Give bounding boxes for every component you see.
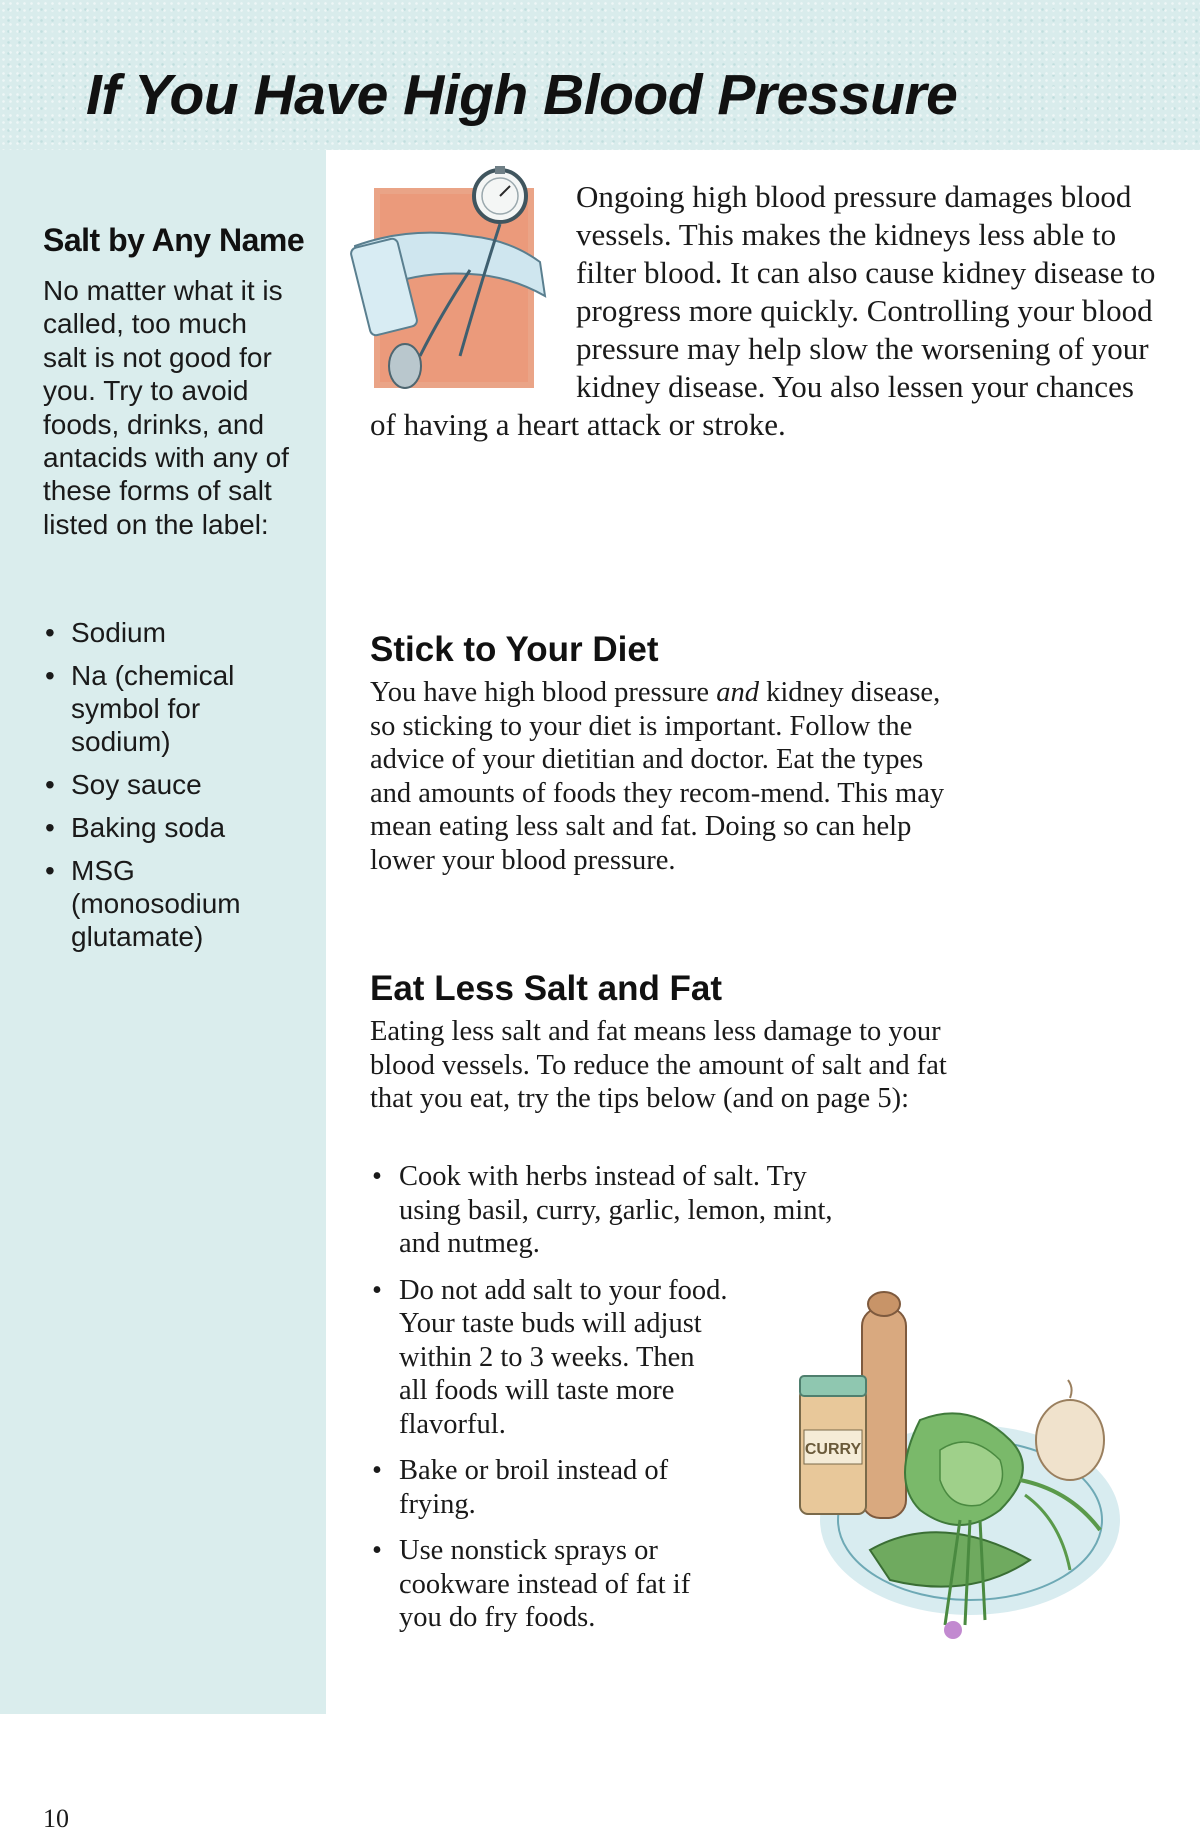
- tip-item: • Bake or broil instead of frying.: [370, 1454, 699, 1521]
- diet-paragraph: [370, 676, 970, 877]
- list-item: • Soy sauce: [43, 768, 313, 801]
- list-item: • MSG (monosodium glutamate): [43, 854, 281, 953]
- salt-fat-paragraph: Eating less salt and fat means less damage to your blood vessels. To reduce the amount of salt and fat that you eat, try the tips below (and on page 5):: [370, 1016, 947, 1114]
- list-item: • Baking soda: [43, 811, 313, 844]
- tip-item: • Do not add salt to your food. Your taste buds will adjust within 2 to 3 weeks. Then all foods will taste more flavorful.: [370, 1274, 729, 1442]
- sidebar-text: No matter what it is called, too much salt is not good for you. Try to avoid foods, drinks, and antacids with any of these forms of salt listed on the label:: [43, 275, 289, 540]
- intro-paragraph: [370, 178, 1160, 444]
- sidebar: [0, 150, 326, 1833]
- tip-item: • Cook with herbs instead of salt. Try using basil, curry, garlic, lemon, mint, and nutmeg.: [370, 1160, 869, 1261]
- curry-jar-label: CURRY: [804, 1441, 862, 1458]
- page-number: 10: [43, 1804, 69, 1833]
- diet-emphasis: and: [716, 677, 759, 708]
- list-item: • Na (chemical symbol for sodium): [43, 659, 271, 758]
- page-title: If You Have High Blood Pressure: [86, 63, 958, 127]
- list-item: • Sodium: [43, 616, 313, 649]
- diet-text-start: You have high blood pressure: [370, 677, 717, 708]
- tip-item: • Use nonstick sprays or cookware instead of fat if you do fry foods.: [370, 1534, 729, 1635]
- diet-text-end: kidney disease, so sticking to your diet is important. Follow the advice of your dietitian and doctor. Eat the types and amounts of foods they recom-mend. This may mean eating less salt and fat. Doing so can help lower your blood pressure.: [370, 677, 945, 876]
- illustration-spacer: [370, 178, 576, 400]
- salt-fat-heading: Eat Less Salt and Fat: [370, 969, 723, 1008]
- herbs-spices-illustration: [770, 1280, 1150, 1660]
- diet-heading: Stick to Your Diet: [370, 630, 659, 669]
- intro-text: Ongoing high blood pressure damages blood vessels. This makes the kidneys less able to filter blood. It can also cause kidney disease to progress more quickly. Controlling your blood pressure may help slow the worsening of your kidney disease. You also lessen your chances of having a heart attack or stroke.: [370, 179, 1156, 442]
- salt-names-list: [43, 616, 313, 963]
- sidebar-heading: Salt by Any Name: [43, 222, 305, 258]
- header-banner: [0, 0, 1200, 150]
